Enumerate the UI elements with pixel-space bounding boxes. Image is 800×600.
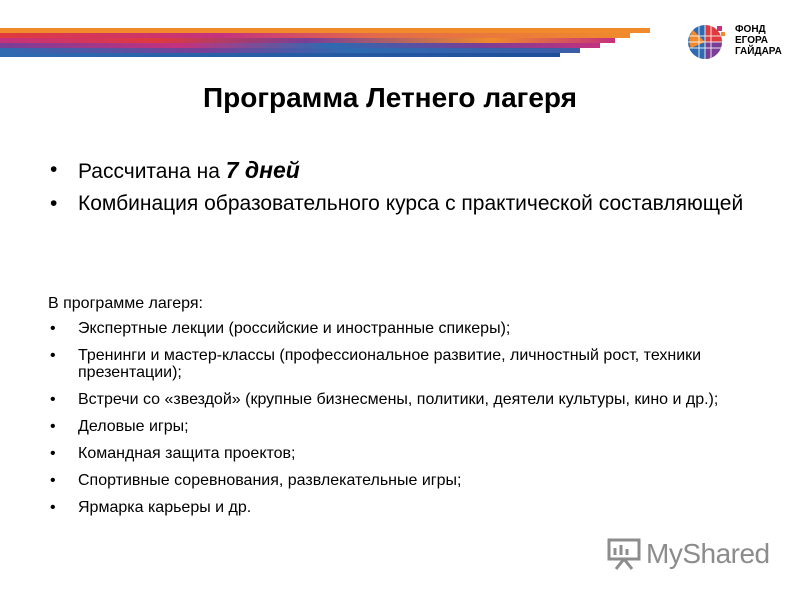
list-item: • Спортивные соревнования, развлекательные игры; bbox=[48, 472, 748, 489]
list-item: • Командная защита проектов; bbox=[48, 445, 748, 462]
bullet-text: Рассчитана на bbox=[78, 160, 226, 183]
globe-logo-icon bbox=[683, 18, 731, 66]
logo-line: ГАЙДАРА bbox=[735, 46, 782, 57]
main-bullet bbox=[48, 158, 748, 184]
list-item: • Тренинги и мастер-классы (профессиональное развитие, личностный рост, техники презентации); bbox=[48, 347, 748, 381]
main-bullet: • Комбинация образовательного курса с практической составляющей bbox=[48, 192, 748, 216]
list-item: • Экспертные лекции (российские и иностранные спикеры); bbox=[48, 320, 748, 337]
list-item: • Ярмарка карьеры и др. bbox=[48, 499, 748, 516]
logo-line: ЕГОРА bbox=[735, 35, 768, 46]
logo-wordmark bbox=[735, 24, 782, 57]
header-stripes bbox=[0, 0, 680, 60]
stripe-6 bbox=[0, 53, 560, 57]
list-item: • Деловые игры; bbox=[48, 418, 748, 435]
program-list bbox=[48, 320, 748, 526]
presentation-board-icon bbox=[606, 536, 642, 570]
myshared-watermark bbox=[606, 536, 776, 576]
logo-line: ФОНД bbox=[735, 24, 766, 35]
list-item: • Встречи со «звездой» (крупные бизнесмены, политики, деятели культуры, кино и др.); bbox=[48, 391, 748, 408]
program-heading: В программе лагеря: bbox=[48, 295, 203, 312]
watermark-text: MyShared bbox=[646, 538, 770, 569]
slide-title: Программа Летнего лагеря bbox=[203, 82, 577, 113]
main-bullet-list bbox=[48, 158, 748, 224]
bullet-emphasis: 7 дней bbox=[225, 157, 300, 183]
foundation-logo bbox=[683, 18, 783, 66]
